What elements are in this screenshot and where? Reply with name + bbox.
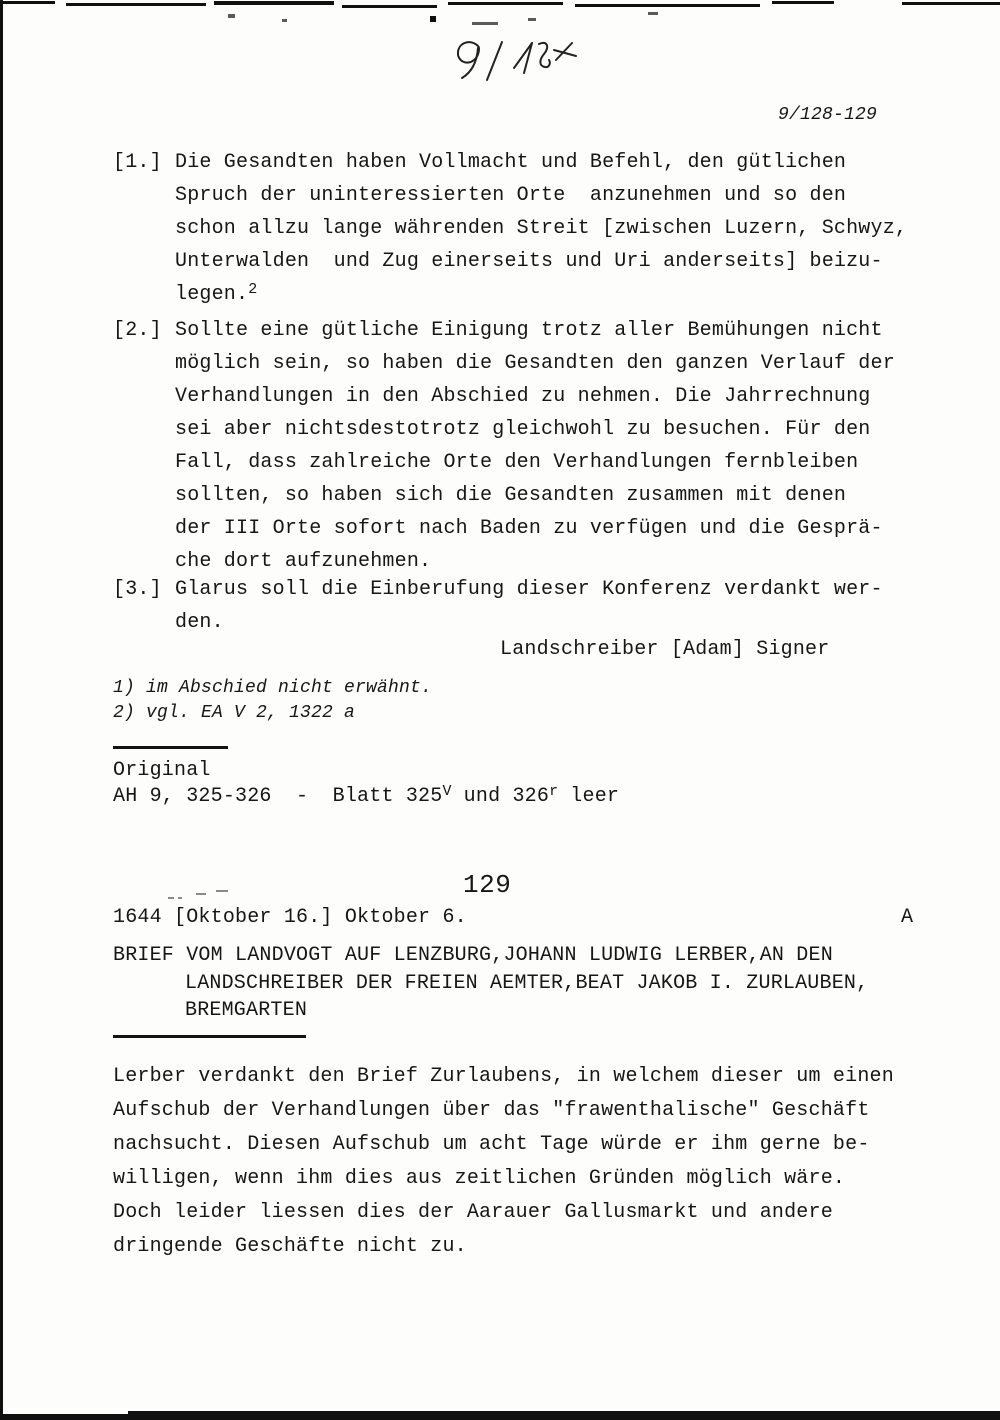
separator-rule [113,746,228,749]
text-line: nachsucht. Diesen Aufschub um acht Tage würde er ihm gerne be- [113,1133,870,1156]
text-line: Spruch der uninteressierten Orte anzunehmen und so den [175,184,847,207]
title-line: LANDSCHREIBER DER FREIEN AEMTER,BEAT JAKOB I. ZURLAUBEN, [185,971,869,995]
folio-recto-sup: r [549,783,559,800]
date-line: 1644 [Oktober 16.] Oktober 6. [113,906,467,929]
scan-artifact-left-edge [0,0,3,1420]
scan-artifact-smudge [648,12,658,15]
scan-artifact-top-edge [772,1,834,4]
entry-number: 129 [463,870,512,900]
scan-artifact-top-edge [342,5,437,8]
scan-artifact-top-edge [214,1,334,5]
page-reference: 9/128-129 [777,105,877,125]
entry-128-body [113,146,943,639]
entry-129-body [113,1060,894,1264]
text-line: möglich sein, so haben die Gesandten den ganzen Verlauf der [175,352,895,375]
source-reference [113,784,619,810]
text-line: sei aber nichtsdestotrotz gleichwohl zu besuchen. Für den [175,418,871,441]
text-fragment: leer [558,785,620,808]
paragraph-2-text [175,314,895,578]
text-line [175,278,907,311]
text-fragment: legen. [175,283,249,306]
title-line: BREMGARTEN [185,999,308,1022]
text-line: Lerber verdankt den Brief Zurlaubens, in welchem dieser um einen [113,1065,894,1088]
text-line: den. [175,611,224,634]
scan-artifact-top-edge [66,3,206,6]
footnote-ref-2: 2 [248,281,258,298]
text-line: Sollte eine gütliche Einigung trotz aller Bemühungen nicht [175,319,883,342]
text-line: Glarus soll die Einberufung dieser Konferenz verdankt wer- [175,578,883,601]
pencil-mark [196,893,206,895]
scan-artifact-smudge [528,18,536,21]
separator-rule [113,1035,306,1038]
entry-129-title [113,942,868,1025]
footnote-1: 1) im Abschied nicht erwähnt. [113,678,433,698]
pencil-mark [216,890,228,892]
paragraph-2-marker: [2.] [113,319,162,342]
scan-artifact-smudge [228,14,235,18]
scan-artifact-top-edge [575,4,760,7]
text-line: che dort aufzunehmen. [175,550,432,573]
pencil-mark [168,897,174,899]
footnote-2: 2) vgl. EA V 2, 1322 a [113,703,356,723]
paragraph-2 [113,314,943,578]
handwritten-mark [438,28,598,113]
text-line: willigen, wenn ihm dies aus zeitlichen Gründen möglich wäre. [113,1167,846,1190]
text-line: der III Orte sofort nach Baden zu verfügen und die Gesprä- [175,517,883,540]
paragraph-3 [113,573,943,639]
text-line: dringende Geschäfte nicht zu. [113,1235,467,1258]
paragraph-1 [113,146,943,311]
scan-artifact-top-edge [0,1,55,4]
scan-artifact-smudge [282,19,287,22]
text-line: Doch leider liessen dies der Aarauer Gallusmarkt und andere [113,1201,833,1224]
text-line: Verhandlungen in den Abschied zu nehmen. Die Jahrrechnung [175,385,871,408]
source-note [113,758,619,810]
letter-mark: A [901,906,914,929]
footnotes [113,676,432,726]
text-line: Aufschub der Verhandlungen über das "frawenthalische" Geschäft [113,1099,870,1122]
text-line: schon allzu lange währenden Streit [zwischen Luzern, Schwyz, [175,217,908,240]
text-line: Unterwalden und Zug einerseits und Uri anderseits] beizu- [175,250,883,273]
paragraph-3-marker: [3.] [113,578,162,601]
title-line: BRIEF VOM LANDVOGT AUF LENZBURG,JOHANN LUDWIG LERBER,AN DEN [113,944,833,967]
text-line: sollten, so haben sich die Gesandten zusammen mit denen [175,484,847,507]
scan-artifact-smudge [472,22,498,25]
scan-artifact-smudge [430,16,436,22]
scan-artifact-bottom-edge-2 [0,1414,128,1420]
scan-artifact-bottom-edge [128,1411,1000,1420]
signature-line: Landschreiber [Adam] Signer [500,638,830,661]
text-fragment: und 326 [451,785,550,808]
paragraph-3-text [175,573,883,639]
text-line: Fall, dass zahlreiche Orte den Verhandlungen fernbleiben [175,451,859,474]
paragraph-1-text [175,146,907,311]
pencil-mark [178,897,182,899]
paragraph-1-marker: [1.] [113,151,162,174]
scan-artifact-top-edge [448,2,563,5]
text-fragment: AH 9, 325-326 - Blatt 325 [113,785,443,808]
folio-verso-sup: V [442,783,452,800]
scan-artifact-top-edge [902,2,1000,5]
source-label: Original [113,759,211,782]
text-line: Die Gesandten haben Vollmacht und Befehl, den gütlichen [175,151,847,174]
